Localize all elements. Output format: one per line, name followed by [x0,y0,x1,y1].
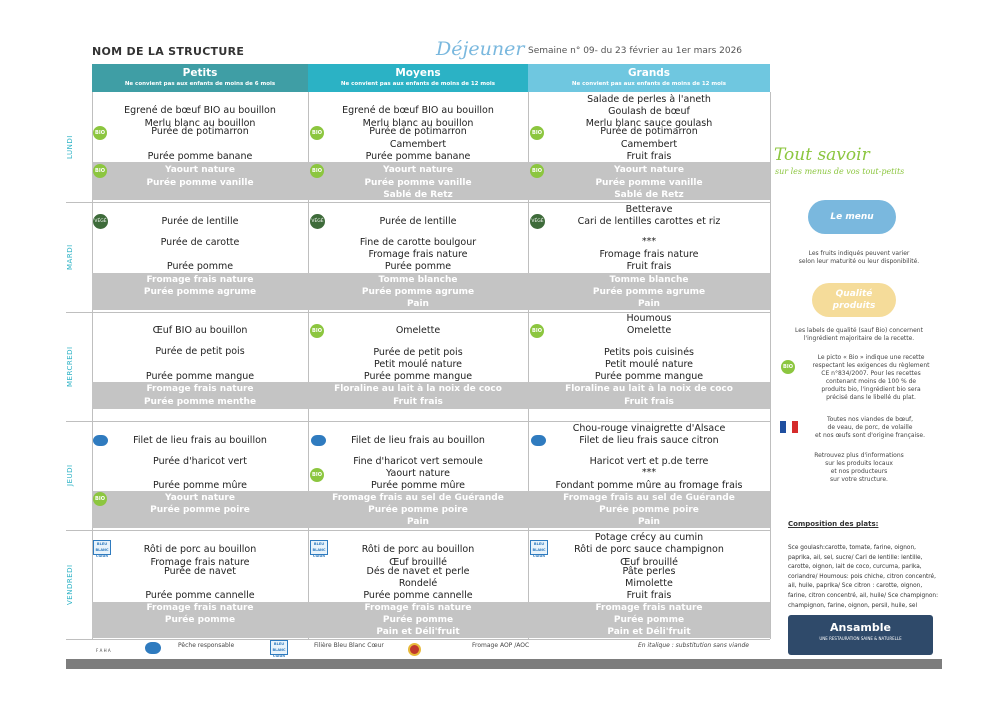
dish: Purée de potimarron [369,126,467,137]
bio-info [796,354,946,402]
column-note: Ne convient pas aux enfants de moins de 12 mois [571,81,727,87]
dish-substitute: Fromage frais nature [150,557,250,568]
dish: Filet de lieu frais sauce citron [579,435,719,446]
dish: Filet de lieu frais au bouillon [351,435,485,446]
bio-icon: BIO [530,126,544,140]
info-line: Le picto « Bio » indique une recette [817,354,925,361]
bleu-blanc-coeur-icon: BLEU BLANC CŒUR [270,640,288,655]
dessert: Yaourt nature [614,165,684,175]
dish: Goulash de bœuf [608,106,690,117]
dessert: Tomme blanche [378,275,458,285]
dessert: Fruit frais [624,397,674,407]
dessert: Purée pomme [613,615,685,625]
info-line: précisé dans le libellé du plat. [826,394,916,401]
quality-cloud-line: produits [832,301,876,311]
bleu-blanc-coeur-icon: BLEU BLANC CŒUR [93,540,111,555]
info-line: Les fruits indiqués peuvent varier [808,250,910,257]
dessert: Pain [407,517,429,527]
dessert: Purée pomme menthe [143,397,257,407]
dessert: Purée pomme vanille [595,178,703,188]
day-label-mardi: MARDI [66,244,74,270]
dish: Petits pois cuisinés [603,347,695,358]
quality-cloud [812,283,896,317]
dessert: Purée pomme poire [599,505,699,515]
dish: Haricot vert et p.de terre [589,456,709,467]
day-label-mercredi: MERCREDI [66,346,74,387]
dessert: Fromage frais nature [595,603,703,613]
week-label: Semaine n° 09- du 23 février au 1er mars 2026 [528,46,743,56]
column-note: Ne convient pas aux enfants de moins de 12 mois [340,81,496,87]
day-label-vendredi: VENDREDI [66,564,74,605]
dessert: Floraline au lait à la noix de coco [334,384,502,394]
dish: Purée de carotte [160,237,240,248]
dish-substitute: Merlu blanc au bouillon [144,118,256,129]
dish: Filet de lieu frais au bouillon [133,435,267,446]
dessert: Purée pomme poire [368,505,468,515]
info-title: Tout savoir [774,145,870,165]
dish: Salade de perles à l'aneth [587,94,711,105]
dish: Purée pomme [384,261,452,272]
dessert: Pain [407,299,429,309]
dessert: Yaourt nature [165,493,235,503]
dish: Rôti de porc au bouillon [143,544,257,555]
quality-cloud-line: Qualité [835,289,873,299]
dessert: Tomme blanche [609,275,689,285]
dish: Camembert [620,139,678,150]
column-name: Moyens [395,67,441,79]
info-subtitle: sur les menus de vos tout-petits [775,167,905,176]
dish: Egrené de bœuf BIO au bouillon [342,105,494,116]
dessert: Purée pomme [382,615,454,625]
dish: Fromage frais nature [599,249,699,260]
dish: Œuf BIO au bouillon [152,325,248,336]
meal-title: Déjeuner [436,38,525,60]
retrouvez-info [774,452,944,484]
legend-peche: Pêche responsable [178,642,235,649]
day-separator [66,202,770,203]
day-separator [66,530,770,531]
dish: Camembert [389,139,447,150]
dish: Dés de navet et perle [366,566,470,577]
dish: Houmous [626,313,672,324]
composition-title: Composition des plats: [788,520,879,528]
day-label-jeudi: JEUDI [66,464,74,487]
composition-text: Sce goulash:carotte, tomate, farine, oignon, paprika, ail, sel, sucre/ Cari de lentille: lentille, carotte, oignon, lait de coco, curcuma, parika, coriandre/ Houmous: pois chiche, citron concentré, ail, huile, paprika/ Sce citron : carotte, oignon, farine, citron concentré, ail, huile/ Sce champignon: champignon, farine, oignon, persil, huile, sel [788,545,939,609]
bleu-blanc-coeur-icon: BLEU BLANC CŒUR [310,540,328,555]
info-line: Toutes nos viandes de bœuf, [826,416,914,423]
dessert: Yaourt nature [165,165,235,175]
dish: Betterave [625,204,673,215]
dish: Fine de carotte boulgour [359,237,477,248]
info-line: Retrouvez plus d'informations [814,452,904,459]
brand-name: Ansamble [830,621,891,634]
dessert: Pain et Déli'fruit [376,627,460,637]
structure-name: NOM DE LA STRUCTURE [92,45,245,58]
dish: Purée pomme banane [365,151,471,162]
dessert: Purée pomme [164,615,236,625]
dessert: Fromage frais au sel de Guérande [332,493,504,503]
dish: Purée de petit pois [373,347,463,358]
bio-icon: BIO [310,126,324,140]
haccp-label: F A H A [96,648,111,653]
dish: Fruit frais [626,151,672,162]
dish: Purée de potimarron [151,126,249,137]
dish: Purée pomme [166,261,234,272]
legend-italique: En italique : substitution sans viande [638,642,749,649]
dish-separator: *** [641,236,657,247]
dessert: Purée pomme poire [150,505,250,515]
dish: Fromage frais nature [368,249,468,260]
dish: Purée de lentille [161,216,239,227]
info-line: CE n°834/2007. Pour les recettes [821,370,921,377]
quality-info [774,327,944,343]
dish: Purée de potimarron [600,126,698,137]
dish: Potage crécy au cumin [594,532,704,543]
dessert: Purée pomme agrume [592,287,706,297]
ansamble-logo [788,615,933,655]
info-line: l'ingrédient majoritaire de la recette. [803,335,915,342]
dish: Fondant pomme mûre au fromage frais [555,480,743,491]
viande-info [800,416,940,440]
footer-bar [66,659,942,669]
dish: Purée de navet [164,566,236,577]
dessert: Purée pomme agrume [143,287,257,297]
info-line: produits bio, l'ingrédient bio sera [821,386,921,393]
dessert: Purée pomme agrume [361,287,475,297]
dish-substitute: Merlu blanc au bouillon [362,118,474,129]
dessert: Floraline au lait à la noix de coco [565,384,733,394]
column-header-petits [92,64,308,92]
bio-icon: BIO [310,468,324,482]
aop-icon [408,643,421,656]
dish: Pâte perles [622,566,676,577]
dish: Purée pomme mûre [370,480,466,491]
dish: Rôti de porc au bouillon [361,544,475,555]
vege-icon: VÉGÉ [93,214,108,229]
day-separator [66,639,770,640]
dessert: Fromage frais nature [146,275,254,285]
dish: Purée pomme mangue [145,371,255,382]
info-line: sur les produits locaux [825,460,893,467]
info-line: Les labels de qualité (sauf Bio) concernent [795,327,923,334]
bio-icon: BIO [530,324,544,338]
brand-tagline: UNE RESTAURATION SAINE & NATURELLE [819,636,902,641]
day-label-lundi: LUNDI [66,135,74,159]
dish: Purée de lentille [379,216,457,227]
info-line: sur votre structure. [830,476,888,483]
column-name: Grands [627,67,671,79]
dish: Omelette [395,325,441,336]
vege-icon: VÉGÉ [530,214,545,229]
dish: Fine d'haricot vert semoule [353,456,483,467]
dessert: Sablé de Retz [614,190,684,200]
dessert: Yaourt nature [383,165,453,175]
bio-icon: BIO [93,164,107,178]
dessert: Fromage frais nature [146,384,254,394]
dish: Purée pomme banane [147,151,253,162]
column-name: Petits [182,67,218,79]
dessert: Fromage frais nature [146,603,254,613]
bio-icon: BIO [93,126,107,140]
dish: Fruit frais [626,590,672,601]
bio-icon: BIO [781,360,795,374]
dish: Purée de petit pois [155,346,245,357]
bio-icon: BIO [530,164,544,178]
dessert: Pain [638,517,660,527]
legend-bbc: Filière Bleu Blanc Cœur [314,642,384,649]
dish: Petit moulé nature [373,359,463,370]
dish: Purée pomme mangue [594,371,704,382]
menu-info [774,250,944,266]
dish: Purée d'haricot vert [153,456,247,467]
dessert: Purée pomme vanille [146,178,254,188]
dish: Purée pomme cannelle [363,590,473,601]
dessert: Purée pomme vanille [364,178,472,188]
day-separator [66,421,770,422]
dish-substitute: Merlu blanc sauce goulash [585,118,713,129]
legend-aop: Fromage AOP /AOC [472,642,530,649]
info-line: respectant les exigences du règlement [812,362,930,369]
dish-substitute: Œuf brouillé [620,557,678,568]
column-note: Ne convient pas aux enfants de moins de 6 mois [124,81,276,87]
dish: Cari de lentilles carottes et riz [577,216,721,227]
dessert: Sablé de Retz [383,190,453,200]
dessert: Fromage frais nature [364,603,472,613]
dish: Purée pomme mangue [363,371,473,382]
bio-icon: BIO [93,492,107,506]
dish: Omelette [626,325,672,336]
bleu-blanc-coeur-icon: BLEU BLANC CŒUR [530,540,548,555]
dessert: Fromage frais au sel de Guérande [563,493,735,503]
info-line: contenant moins de 100 % de [825,378,917,385]
column-header-grands [528,64,770,92]
info-line: et nos producteurs [830,468,888,475]
dish: Petit moulé nature [604,359,694,370]
dish: Rôti de porc sauce champignon [574,544,724,555]
dessert: Pain et Déli'fruit [607,627,691,637]
menu-cloud: Le menu [808,200,896,234]
column-header-moyens [308,64,528,92]
fish-icon [145,642,161,654]
bio-icon: BIO [310,164,324,178]
dish-substitute: Œuf brouillé [389,557,447,568]
info-line: selon leur maturité ou leur disponibilité. [798,258,920,265]
grid-line [770,92,771,639]
dish: Purée pomme cannelle [145,590,255,601]
dish: Mimolette [625,578,673,589]
dish: Fruit frais [626,261,672,272]
bio-icon: BIO [310,324,324,338]
dish: Rondelé [398,578,438,589]
info-line: de veau, de porc, de volaille [827,424,913,431]
french-flag-icon [780,421,798,433]
dessert: Fruit frais [393,397,443,407]
dish: Egrené de bœuf BIO au bouillon [124,105,276,116]
vege-icon: VÉGÉ [310,214,325,229]
dish-separator: *** [641,467,657,478]
dish: Purée pomme mûre [152,480,248,491]
dish: Yaourt nature [386,468,450,479]
dessert: Pain [638,299,660,309]
dish: Chou-rouge vinaigrette d'Alsace [572,423,726,434]
info-line: et nos œufs sont d'origine française. [815,432,925,439]
